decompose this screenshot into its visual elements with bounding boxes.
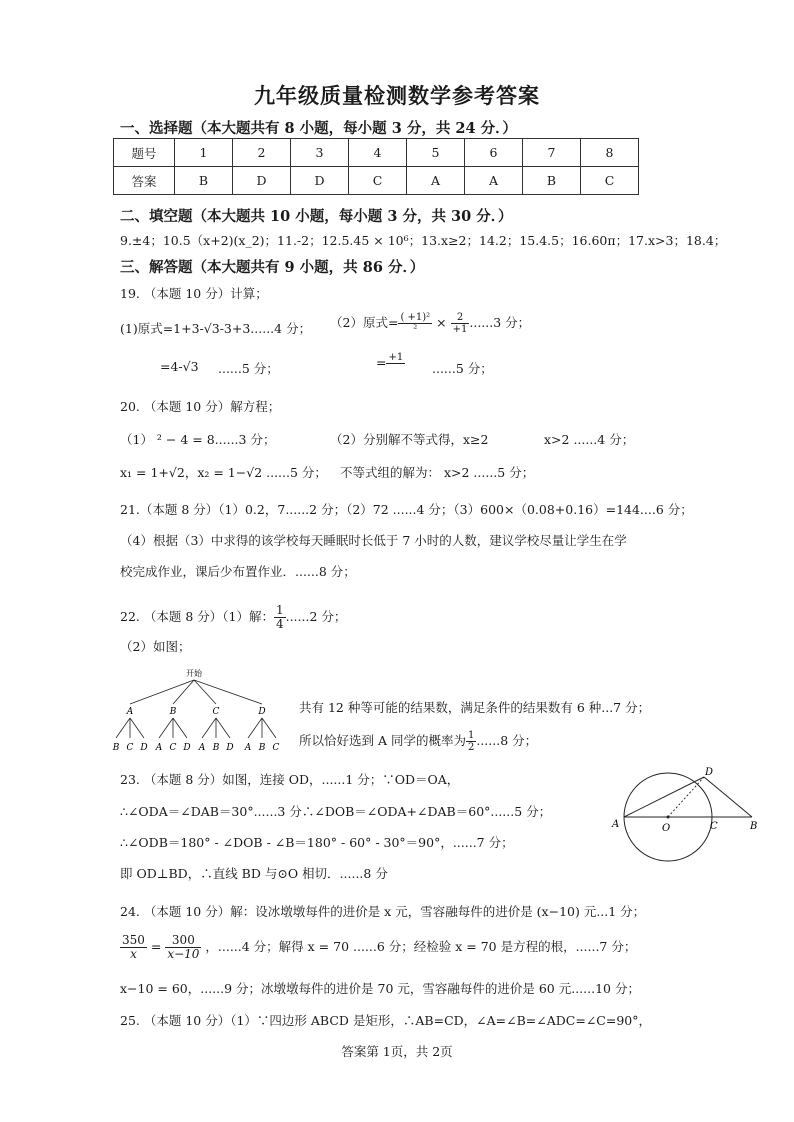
question-number: 6 bbox=[465, 139, 523, 167]
line-ad bbox=[624, 777, 704, 817]
fraction: $\frac{350}{x}$ bbox=[122, 933, 145, 961]
tree-leaf: D bbox=[226, 743, 234, 753]
q19-part1-score: ......5 分； bbox=[218, 361, 279, 376]
tree-leaf: D bbox=[140, 743, 148, 753]
fraction: +1 bbox=[388, 352, 404, 363]
fraction: $\frac{1}{4}$ bbox=[275, 603, 284, 631]
q19-part1-line2: =4-√3 bbox=[160, 359, 199, 374]
tree-leaf: C bbox=[272, 743, 280, 753]
q19-part2-score: ......5 分； bbox=[432, 361, 493, 376]
answer-cell: D bbox=[233, 167, 291, 195]
q22-result1: 共有 12 种等可能的结果数，满足条件的结果数有 6 种...7 分； bbox=[299, 700, 651, 715]
tree-leaf: C bbox=[126, 743, 134, 753]
answer-cell: C bbox=[349, 167, 407, 195]
table-row bbox=[114, 139, 639, 167]
row-label-number: 题号 bbox=[114, 139, 175, 167]
row-label-answer: 答案 bbox=[114, 167, 175, 195]
q19-part2-line1: （2）原式= $\frac{\text{( +1)²}}{\text{²}}$ × $\frac{2}{+1}$ ......3 分； bbox=[330, 312, 531, 335]
answer-cell: B bbox=[175, 167, 233, 195]
table-row bbox=[114, 167, 639, 195]
fraction: $\frac{300}{x-10}$ bbox=[167, 933, 200, 961]
q21-line2: （4）根据（3）中求得的该学校每天睡眠时长低于 7 小时的人数，建议学校尽量让学生在学 bbox=[120, 533, 627, 548]
q23-line2: ∴∠ODA＝∠DAB＝30°......3 分∴∠DOB＝∠ODA+∠DAB＝60°......5 分； bbox=[120, 804, 552, 819]
tree-branch bbox=[130, 680, 194, 704]
section-heading-fill: 二、填空题（本大题共 10 小题，每小题 3 分，共 30 分．） bbox=[120, 208, 513, 225]
q19-part2-line2: = +1 bbox=[376, 352, 405, 375]
fill-answers: 9.±4；10.5（x+2)(x_2)；11.-2；12.5.45 × 10⁶；13.x≥2；14.2；15.4.5；16.60π；17.x>3；18.4； bbox=[120, 233, 727, 248]
q20-part2: （2）分别解不等式得，x≥2 bbox=[330, 432, 489, 447]
answer-cell: A bbox=[407, 167, 465, 195]
answer-cell: B bbox=[523, 167, 581, 195]
point-label: O bbox=[662, 823, 671, 834]
question-number: 4 bbox=[349, 139, 407, 167]
q22-part2: （2）如图； bbox=[120, 639, 191, 654]
tree-node: A bbox=[126, 707, 134, 717]
answer-cell: C bbox=[581, 167, 639, 195]
section-heading-choice: 一、选择题（本大题共有 8 小题，每小题 3 分，共 24 分．） bbox=[120, 120, 517, 137]
q25-line1: 25. （本题 10 分）（1）∵四边形 ABCD 是矩形，∴AB=CD，∠A=∠B=∠ADC=∠C=90°， bbox=[120, 1013, 651, 1028]
tree-leaf: A bbox=[155, 743, 163, 753]
tree-node: C bbox=[212, 707, 220, 717]
q24-line2: $\frac{350}{x}$ = $\frac{300}{x-10}$ ，......4 分；解得 x = 70 ......6 分；经检验 x = 70 是方程的根，......7 分； bbox=[122, 933, 637, 961]
q22-result2: 所以恰好选到 A 同学的概率为 $\frac{1}{2}$ ......8 分； bbox=[299, 730, 538, 753]
fraction: $\frac{2}{+1}$ bbox=[452, 312, 468, 335]
q19-part1-line1: (1)原式=1+3-√3-3+3......4 分； bbox=[120, 321, 312, 336]
q22-heading: 22. （本题 8 分）（1）解： $\frac{1}{4}$ ......2 分； bbox=[120, 603, 347, 631]
answer-cell: A bbox=[465, 167, 523, 195]
fraction: $\frac{1}{2}$ bbox=[467, 730, 475, 753]
q20-roots: x₁ = 1+√2，x₂ = 1−√2 ......5 分； bbox=[120, 465, 327, 480]
q24-line3: x−10 = 60，......9 分；冰墩墩每件的进价是 70 元，雪容融每件的进价是 60 元......10 分； bbox=[120, 981, 640, 996]
point-label: C bbox=[710, 821, 718, 832]
question-number: 5 bbox=[407, 139, 465, 167]
question-number: 1 bbox=[175, 139, 233, 167]
q20-part2b: x>2 ......4 分； bbox=[544, 432, 635, 447]
q21-line3: 校完成作业，课后少布置作业．......8 分； bbox=[120, 564, 356, 579]
q21-line1: 21.（本题 8 分）（1）0.2，7......2 分；（2）72 ......4 分；（3）600×（0.08+0.16）=144....6 分； bbox=[120, 502, 693, 517]
circle-tangent-figure bbox=[610, 765, 770, 875]
tree-leaf: A bbox=[198, 743, 206, 753]
point-label: D bbox=[705, 767, 714, 778]
tree-leaf: A bbox=[244, 743, 252, 753]
tree-leaf: C bbox=[169, 743, 177, 753]
point-label: A bbox=[612, 819, 620, 830]
fraction: $\frac{\text{( +1)²}}{\text{²}}$ bbox=[400, 312, 431, 335]
question-number: 3 bbox=[291, 139, 349, 167]
question-number: 7 bbox=[523, 139, 581, 167]
page-title: 九年级质量检测数学参考答案 bbox=[254, 83, 540, 108]
tree-leaf: B bbox=[212, 743, 220, 753]
tree-diagram bbox=[106, 666, 286, 760]
tree-node: B bbox=[169, 707, 177, 717]
q19-heading: 19. （本题 10 分）计算； bbox=[120, 286, 268, 301]
tree-leaf: D bbox=[183, 743, 191, 753]
tree-root-label: 开始 bbox=[186, 669, 202, 678]
line-od bbox=[668, 777, 704, 817]
q20-heading: 20. （本题 10 分）解方程； bbox=[120, 399, 281, 414]
page-footer: 答案第 1页，共 2页 bbox=[341, 1044, 453, 1059]
tree-branch bbox=[194, 680, 262, 704]
q23-line3: ∴∠ODB＝180° - ∠DOB - ∠B＝180° - 60° - 30°＝90°，......7 分； bbox=[120, 835, 514, 850]
tree-leaf: B bbox=[112, 743, 120, 753]
section-heading-solve: 三、解答题（本大题共有 9 小题，共 86 分．） bbox=[120, 259, 425, 276]
q24-line1: 24. （本题 10 分）解：设冰墩墩每件的进价是 x 元，雪容融每件的进价是 (x−10) 元...1 分； bbox=[120, 904, 646, 919]
q20-part1: （1） ² − 4 = 8......3 分； bbox=[120, 432, 276, 447]
q20-solution-set: 不等式组的解为： x>2 ......5 分； bbox=[340, 465, 535, 480]
answer-cell: D bbox=[291, 167, 349, 195]
question-number: 8 bbox=[581, 139, 639, 167]
answer-table bbox=[113, 138, 639, 195]
tree-node: D bbox=[258, 707, 266, 717]
q23-line1: 23. （本题 8 分）如图，连接 OD，......1 分；∵OD＝OA， bbox=[120, 772, 460, 787]
tree-leaf: B bbox=[258, 743, 266, 753]
q23-line4: 即 OD⊥BD，∴直线 BD 与⊙O 相切．......8 分 bbox=[120, 866, 388, 881]
point-label: B bbox=[750, 821, 758, 832]
question-number: 2 bbox=[233, 139, 291, 167]
center-point bbox=[667, 816, 670, 819]
